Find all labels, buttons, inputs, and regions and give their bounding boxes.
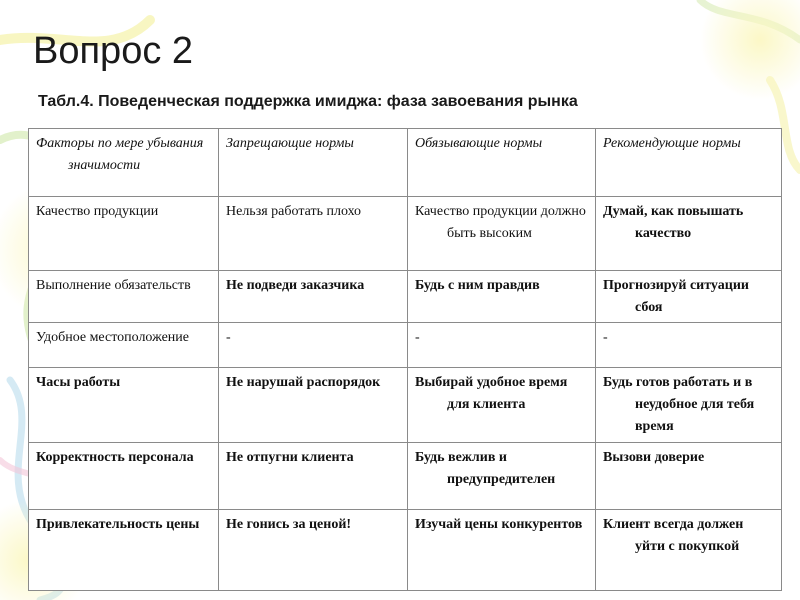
obligating-cell: Выбирай удобное время для клиента — [408, 368, 596, 443]
obligating-cell: Будь вежлив и предупредителен — [408, 443, 596, 510]
header-prohibiting: Запрещающие нормы — [219, 129, 408, 197]
recommending-cell: Будь готов работать и в неудобное для тебя время — [596, 368, 782, 443]
prohibiting-cell: Не гонись за ценой! — [219, 510, 408, 591]
glow-decoration — [700, 0, 800, 100]
factor-cell: Корректность персонала — [29, 443, 219, 510]
table-row — [29, 271, 782, 323]
obligating-cell: - — [408, 323, 596, 368]
page-title: Вопрос 2 — [33, 30, 194, 72]
table-row — [29, 197, 782, 271]
header-recommending: Рекомендующие нормы — [596, 129, 782, 197]
factor-cell: Удобное местоположение — [29, 323, 219, 368]
recommending-cell: Клиент всегда должен уйти с покупкой — [596, 510, 782, 591]
factor-cell: Часы работы — [29, 368, 219, 443]
obligating-cell: Качество продукции должно быть высоким — [408, 197, 596, 271]
norms-table — [28, 128, 782, 591]
recommending-cell: Вызови доверие — [596, 443, 782, 510]
header-obligating: Обязывающие нормы — [408, 129, 596, 197]
header-factors: Факторы по мере убывания значимости — [29, 129, 219, 197]
factor-cell: Качество продукции — [29, 197, 219, 271]
prohibiting-cell: - — [219, 323, 408, 368]
table-row — [29, 443, 782, 510]
obligating-cell: Будь с ним правдив — [408, 271, 596, 323]
table-row — [29, 510, 782, 591]
table-row — [29, 323, 782, 368]
prohibiting-cell: Не отпугни клиента — [219, 443, 408, 510]
recommending-cell: Думай, как повышать качество — [596, 197, 782, 271]
table-row — [29, 368, 782, 443]
recommending-cell: - — [596, 323, 782, 368]
table-header-row — [29, 129, 782, 197]
prohibiting-cell: Нельзя работать плохо — [219, 197, 408, 271]
factor-cell: Привлекательность цены — [29, 510, 219, 591]
factor-cell: Выполнение обязательств — [29, 271, 219, 323]
prohibiting-cell: Не нарушай распорядок — [219, 368, 408, 443]
obligating-cell: Изучай цены конкурентов — [408, 510, 596, 591]
recommending-cell: Прогнозируй ситуации сбоя — [596, 271, 782, 323]
table-caption: Табл.4. Поведенческая поддержка имиджа: фаза завоевания рынка — [38, 93, 578, 110]
prohibiting-cell: Не подведи заказчика — [219, 271, 408, 323]
